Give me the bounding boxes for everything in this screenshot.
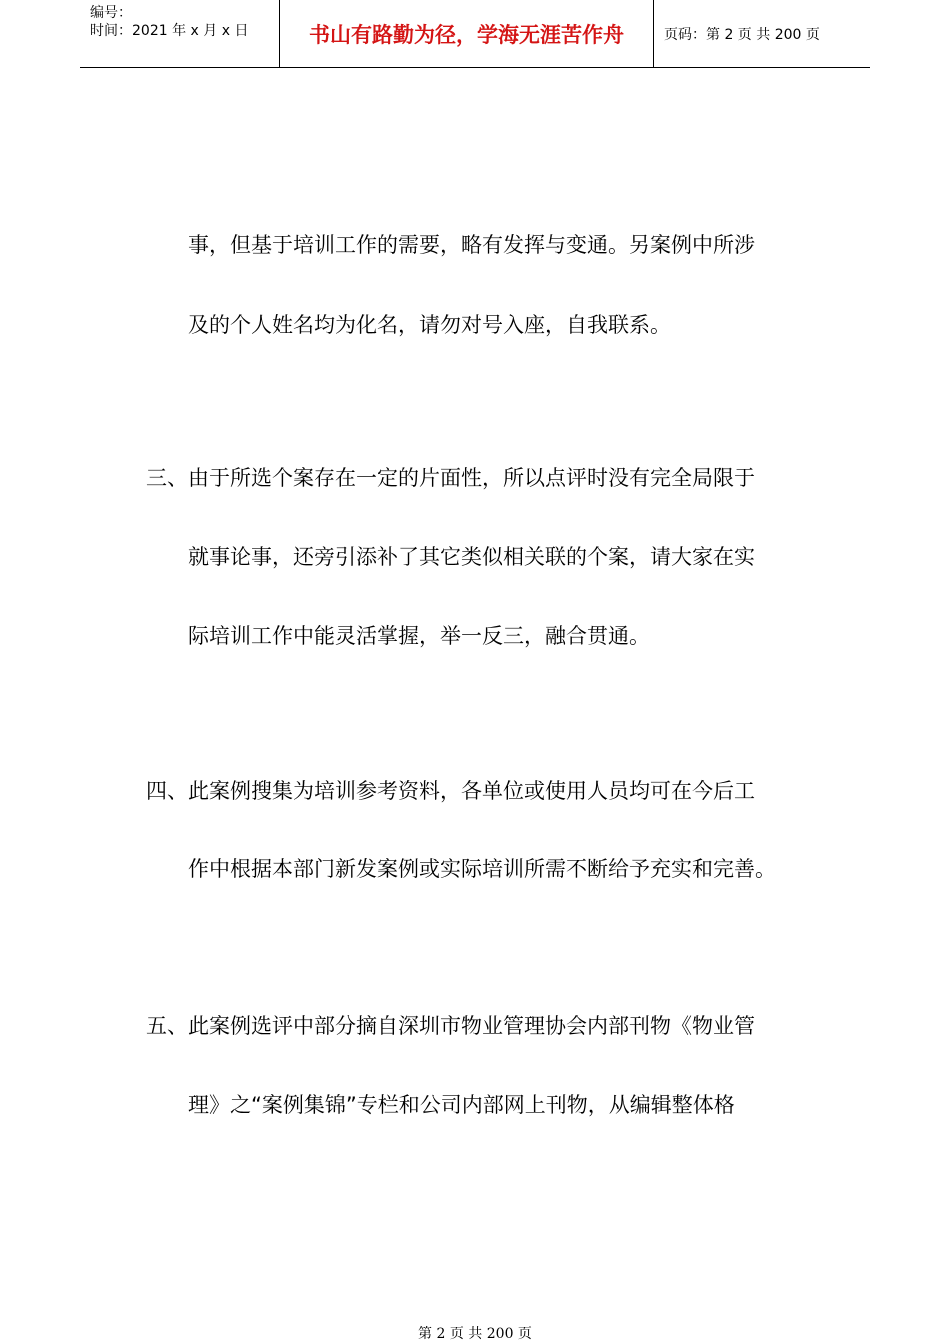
header-motto: 书山有路勤为径，学海无涯苦作舟 [280, 0, 654, 67]
page-header [80, 0, 870, 68]
paragraph-line: 四、此案例搜集为培训参考资料，各单位或使用人员均可在今后工 [146, 779, 755, 803]
paragraph-line: 及的个人姓名均为化名，请勿对号入座，自我联系。 [188, 313, 671, 337]
paragraph-line: 就事论事，还旁引添补了其它类似相关联的个案，请大家在实 [188, 545, 755, 569]
paragraph-line: 五、此案例选评中部分摘自深圳市物业管理协会内部刊物《物业管 [146, 1014, 755, 1038]
document-date-label: 时间：2021 年 x 月 x 日 [90, 23, 249, 39]
header-page-info: 页码：第 2 页 共 200 页 [664, 26, 820, 43]
page-footer: 第 2 页 共 200 页 [418, 1326, 532, 1342]
paragraph-line: 理》之“案例集锦”专栏和公司内部网上刊物，从编辑整体格 [188, 1093, 735, 1117]
document-number-label: 编号： [90, 5, 132, 21]
paragraph-line: 事，但基于培训工作的需要，略有发挥与变通。另案例中所涉 [188, 233, 755, 257]
paragraph-line: 三、由于所选个案存在一定的片面性，所以点评时没有完全局限于 [146, 466, 755, 490]
paragraph-line: 际培训工作中能灵活掌握，举一反三，融合贯通。 [188, 624, 650, 648]
paragraph-line: 作中根据本部门新发案例或实际培训所需不断给予充实和完善。 [188, 857, 776, 881]
header-meta [80, 0, 280, 67]
